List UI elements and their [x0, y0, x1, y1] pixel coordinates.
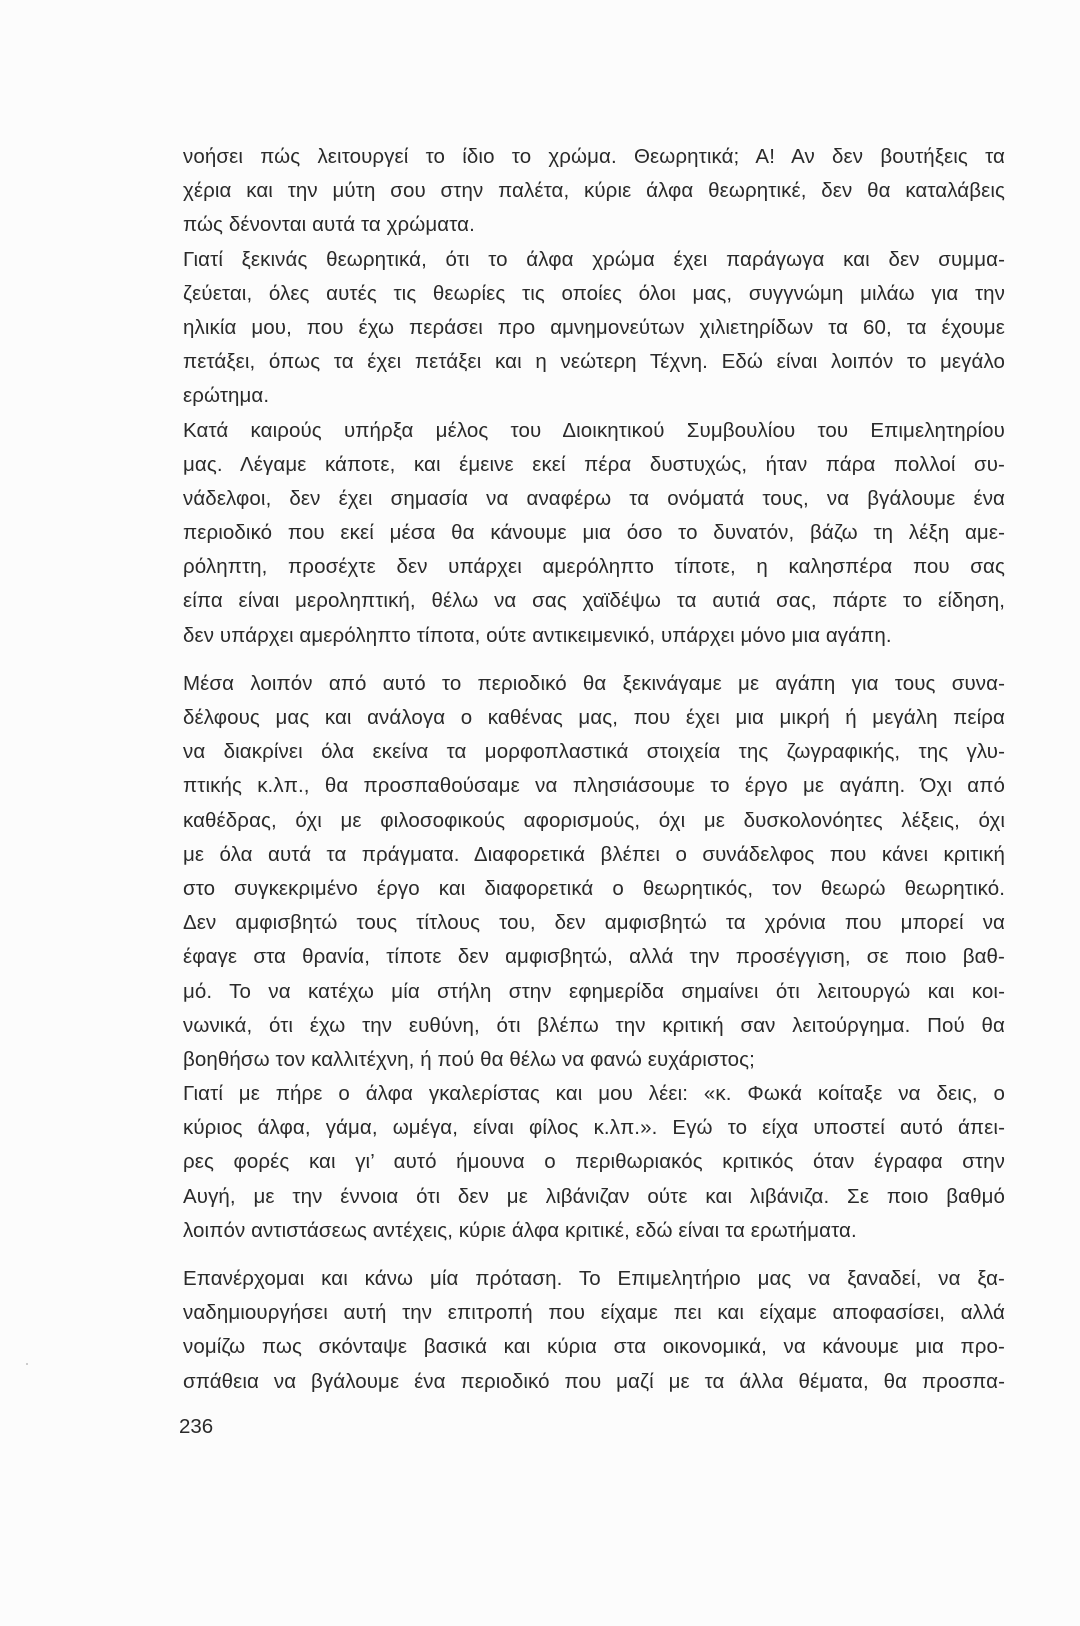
text-line: νωνικά, ότι έχω την ευθύνη, ότι βλέπω την κριτική σαν λειτούργημα. Πού θα — [183, 1013, 1005, 1037]
text-line: καθέδρας, όχι με φιλοσοφικούς αφορισμούς, όχι με δυσκολονόητες λέξεις, όχι — [183, 808, 1005, 832]
text-line: Μέσα λοιπόν από αυτό το περιοδικό θα ξεκινάγαμε με αγάπη για τους συνα- — [183, 671, 1005, 695]
text-line: πώς δένονται αυτά τα χρώματα. — [183, 213, 475, 237]
text-line: λοιπόν αντιστάσεως αντέχεις, κύριε άλφα κριτικέ, εδώ είναι τα ερωτήματα. — [183, 1218, 857, 1242]
text-line: είπα είναι μεροληπτική, θέλω να σας χαϊδέψω τα αυτιά σας, πάρτε το είδηση, — [183, 589, 1005, 613]
text-line: ρόληπτη, προσέχτε δεν υπάρχει αμερόληπτο τίποτε, η καλησπέρα που σας — [183, 555, 1005, 579]
paragraph — [183, 1262, 1005, 1399]
text-line: πτικής κ.λπ., θα προσπαθούσαμε να πλησιάσουμε το έργο με αγάπη. Όχι από — [183, 774, 1005, 798]
text-line: Επανέρχομαι και κάνω μία πρόταση. Το Επιμελητήριο μας να ξαναδεί, να ξα- — [183, 1267, 1005, 1290]
text-line: ρες φορές και γι’ αυτό ήμουνα ο περιθωριακός κριτικός όταν έγραφα στην — [183, 1150, 1005, 1174]
text-line: περιοδικό που εκεί μέσα θα κάνουμε μια όσο το δυνατόν, βάζω τη λέξη αμε- — [183, 521, 1005, 545]
text-line: ναδημιουργήσει αυτή την επιτροπή που είχαμε πει και είχαμε αποφασίσει, αλλά — [183, 1301, 1005, 1325]
text-line: Κατά καιρούς υπήρξα μέλος του Διοικητικού Συμβουλίου του Επιμελητηρίου — [183, 418, 1005, 442]
text-line: ηλικία μου, που έχω περάσει προ αμνημονεύτων χιλιετηρίδων τα 60, τα έχουμε — [183, 315, 1005, 339]
text-line: κύριος άλφα, γάμα, ωμέγα, είναι φίλος κ.λπ.». Εγώ το είχα υποστεί αυτό άπει- — [183, 1116, 1005, 1140]
text-line: σπάθεια να βγάλουμε ένα περιοδικό που μαζί με τα άλλα θέματα, θα προσπα- — [183, 1369, 1005, 1393]
text-line: μας. Λέγαμε κάποτε, και έμεινε εκεί πέρα δυστυχώς, ήταν πάρα πολλοί συ- — [183, 452, 1005, 476]
text-line: να διακρίνει όλα εκείνα τα μορφοπλαστικά στοιχεία της ζωγραφικής, της γλυ- — [183, 740, 1005, 764]
text-line: Γιατί ξεκινάς θεωρητικά, ότι το άλφα χρώμα έχει παράγωγα και δεν συμμα- — [183, 247, 1005, 271]
scan-speck — [26, 1363, 28, 1365]
paragraph — [183, 667, 1005, 1077]
body-text — [183, 140, 1005, 1399]
text-line: έφαγε στα θρανία, τίποτε δεν αμφισβητώ, αλλά την προσέγγιση, σε ποιο βαθ- — [183, 945, 1005, 969]
text-line: ερώτημα. — [183, 384, 270, 408]
text-line: χέρια και την μύτη σου στην παλέτα, κύριε άλφα θεωρητικέ, δεν θα καταλάβεις — [183, 179, 1005, 203]
paragraph — [183, 243, 1005, 414]
paragraph — [183, 1077, 1005, 1248]
page-number: 236 — [179, 1415, 214, 1438]
text-line: νάδελφοι, δεν έχει σημασία να αναφέρω τα ονόματά τους, να βγάλουμε ένα — [183, 486, 1005, 510]
text-line: στο συγκεκριμένο έργο και διαφορετικά ο θεωρητικός, τον θεωρώ θεωρητικό. — [183, 876, 1005, 900]
text-line: βοηθήσω τον καλλιτέχνη, ή πού θα θέλω να φανώ ευχάριστος; — [183, 1047, 755, 1071]
text-line: Αυγή, με την έννοια ότι δεν με λιβάνιζαν ούτε και λιβάνιζα. Σε ποιο βαθμό — [183, 1184, 1005, 1208]
text-line: Γιατί με πήρε ο άλφα γκαλερίστας και μου λέει: «κ. Φωκά κοίταξε να δεις, ο — [183, 1082, 1005, 1106]
text-line: πετάξει, όπως τα έχει πετάξει και η νεώτερη Τέχνη. Εδώ είναι λοιπόν το μεγάλο — [183, 350, 1005, 374]
text-line: νομίζω πως σκόνταψε βασικά και κύρια στα οικονομικά, να κάνουμε μια προ- — [183, 1335, 1005, 1359]
text-line: νοήσει πώς λειτουργεί το ίδιο το χρώμα. Θεωρητικά; Α! Αν δεν βουτήξεις τα — [183, 145, 1005, 168]
text-line: μό. Το να κατέχω μία στήλη στην εφημερίδα σημαίνει ότι λειτουργώ και κοι- — [183, 979, 1005, 1003]
text-line: Δεν αμφισβητώ τους τίτλους του, δεν αμφισβητώ τα χρόνια που μπορεί να — [183, 911, 1005, 935]
text-line: δέλφους μας και ανάλογα ο καθένας μας, που έχει μια μικρή ή μεγάλη πείρα — [183, 706, 1005, 729]
paragraph — [183, 414, 1005, 653]
text-line: ζεύεται, όλες αυτές τις θεωρίες τις οποίες όλοι μας, συγγνώμη μιλάω για την — [183, 281, 1005, 305]
text-line: δεν υπάρχει αμερόληπτο τίποτα, ούτε αντικειμενικό, υπάρχει μόνο μια αγάπη. — [183, 623, 892, 647]
text-line: με όλα αυτά τα πράγματα. Διαφορετικά βλέπει ο συνάδελφος που κάνει κριτική — [183, 842, 1005, 866]
paragraph — [183, 140, 1005, 243]
